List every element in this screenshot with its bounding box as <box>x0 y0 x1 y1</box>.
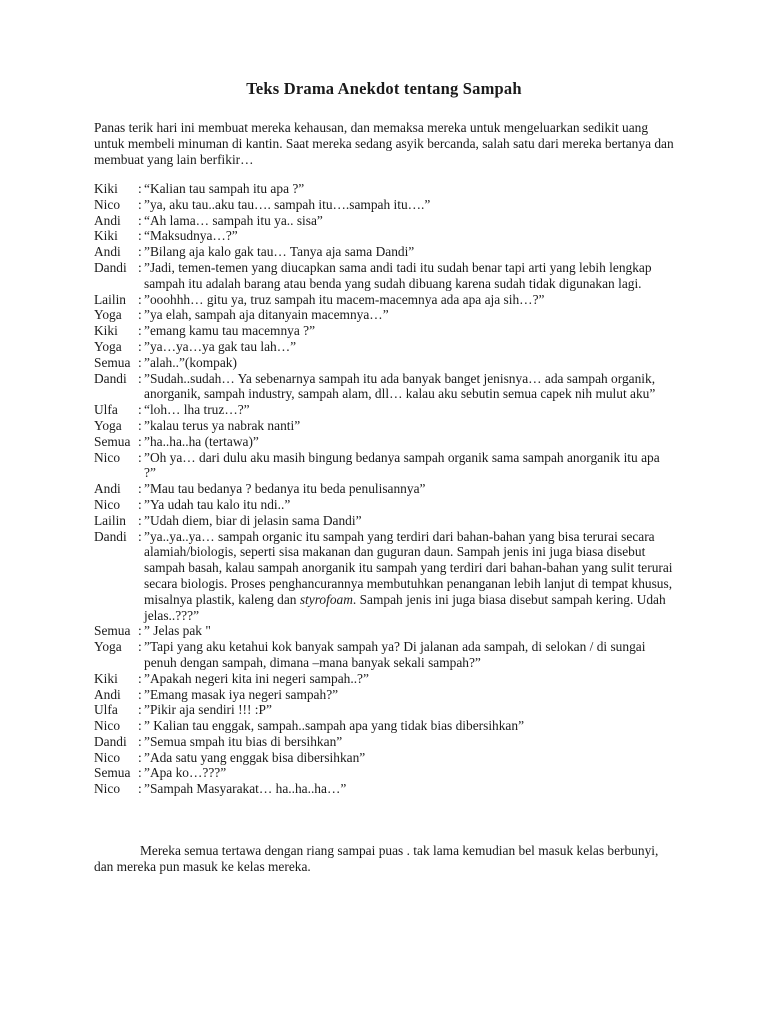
speaker-name: Nico <box>94 781 121 797</box>
dialog-text-part: ”Tapi yang aku ketahui kok banyak sampah ya? Di jalanan ada sampah, di selokan / di sungai penuh dengan sampah, dimana –mana banyak sekali sampah?” <box>144 639 646 670</box>
speaker-colon: : <box>138 528 142 544</box>
dialog-text <box>140 323 674 339</box>
dialog-text <box>140 481 674 497</box>
speaker-colon: : <box>138 338 142 354</box>
speaker-name: Ulfa <box>94 702 118 718</box>
dialog-text <box>140 292 674 308</box>
dialog-text-part: ”ya..ya..ya… sampah organic itu sampah yang terdiri dari bahan-bahan yang bisa terurai secara alamiah/biologis, seperti sisa makanan dan guguran daun. Sampah jenis ini juga biasa disebut sampah basah, kalau sampah anorganik itu sampah yang terdiri dari bahan-bahan yang sulit terurai secara biologis. Proses penghancurannya membutuhkan penanganan lebih lanjut di tempat khusus, misalnya plastik, kaleng dan <box>144 528 673 607</box>
dialog-text-part: ”Udah diem, biar di jelasin sama Dandi” <box>144 512 362 528</box>
speaker-name: Kiki <box>94 181 118 196</box>
dialog-line <box>94 323 674 339</box>
speaker-colon: : <box>138 749 142 765</box>
speaker-name: Dandi <box>94 370 127 386</box>
speaker-colon: : <box>138 512 142 528</box>
speaker-colon: : <box>138 670 142 686</box>
speaker-colon: : <box>138 228 142 244</box>
dialog-line <box>94 513 674 529</box>
dialog-line <box>94 718 674 734</box>
dialog-line <box>94 355 674 371</box>
speaker-name: Nico <box>94 718 121 734</box>
dialog-line <box>94 529 674 624</box>
dialog-text <box>140 718 674 734</box>
dialog-text-part: ”Sudah..sudah… Ya sebenarnya sampah itu ada banyak banget jenisnya… ada sampah organik, anorganik, sampah industry, sampah alam, dll… kalau aku sebutin semua capek nih mulut aku” <box>144 370 656 402</box>
speaker-colon: : <box>138 307 142 323</box>
dialog-line <box>94 213 674 229</box>
dialog-text-part: ”Pikir aja sendiri !!! :P” <box>144 702 272 718</box>
dialog-line <box>94 292 674 308</box>
speaker-colon: : <box>138 718 142 734</box>
dialog-line <box>94 497 674 513</box>
dialog-text <box>140 181 674 197</box>
dialog-text <box>140 623 674 639</box>
dialog-text <box>140 307 674 323</box>
dialog-line <box>94 671 674 687</box>
speaker-name: Yoga <box>94 307 122 323</box>
dialog-text-part: “loh… lha truz…?” <box>144 402 250 418</box>
speaker-colon: : <box>138 765 142 781</box>
dialog-line <box>94 481 674 497</box>
dialog-line <box>94 702 674 718</box>
dialog-line <box>94 687 674 703</box>
dialog-text-part: ”ooohhh… gitu ya, truz sampah itu macem-macemnya ada apa aja sih…?” <box>144 291 545 307</box>
dialog-text <box>140 750 674 766</box>
dialog-line <box>94 734 674 750</box>
dialog-text-italic: styrofoam <box>299 591 353 607</box>
dialog-text <box>140 418 674 434</box>
dialog-list <box>94 181 674 797</box>
dialog-text-part: ”ya…ya…ya gak tau lah…” <box>144 338 297 354</box>
dialog-text <box>140 702 674 718</box>
dialog-text-part: ”ya elah, sampah aja ditanyain macemnya…” <box>144 307 389 323</box>
speaker-name: Dandi <box>94 733 127 749</box>
closing-text: Mereka semua tertawa dengan riang sampai puas . tak lama kemudian bel masuk kelas berbunyi, dan mereka pun masuk ke kelas mereka. <box>94 843 659 874</box>
dialog-text <box>140 339 674 355</box>
speaker-colon: : <box>138 212 142 228</box>
dialog-text <box>140 434 674 450</box>
dialog-text-part: ”Oh ya… dari dulu aku masih bingung bedanya sampah organik sama sampah anorganik itu apa ?” <box>144 449 660 481</box>
dialog-line <box>94 339 674 355</box>
speaker-colon: : <box>138 686 142 702</box>
dialog-text-part: ”Ya udah tau kalo itu ndi..” <box>144 496 291 512</box>
dialog-text <box>140 671 674 687</box>
speaker-name: Nico <box>94 449 121 465</box>
dialog-text <box>140 765 674 781</box>
dialog-text-part: “Kalian tau sampah itu apa ?” <box>144 181 305 196</box>
speaker-name: Andi <box>94 244 121 260</box>
speaker-name: Kiki <box>94 670 118 686</box>
speaker-name: Yoga <box>94 639 122 655</box>
dialog-text-part: ”Emang masak iya negeri sampah?” <box>144 686 339 702</box>
speaker-name: Kiki <box>94 228 118 244</box>
dialog-text-part: “Ah lama… sampah itu ya.. sisa” <box>144 212 323 228</box>
dialog-text-part: ”Ada satu yang enggak bisa dibersihkan” <box>144 749 366 765</box>
dialog-line <box>94 402 674 418</box>
dialog-text-part: . Sampah jenis ini juga biasa disebut sampah kering. Udah jelas..???” <box>144 591 666 623</box>
dialog-line <box>94 639 674 671</box>
speaker-colon: : <box>138 370 142 386</box>
dialog-text <box>140 687 674 703</box>
dialog-text <box>140 450 674 482</box>
speaker-colon: : <box>138 402 142 418</box>
dialog-line <box>94 260 674 292</box>
dialog-text-part: ”Apakah negeri kita ini negeri sampah..?” <box>144 670 369 686</box>
speaker-colon: : <box>138 702 142 718</box>
speaker-colon: : <box>138 323 142 339</box>
speaker-name: Nico <box>94 196 121 212</box>
intro-paragraph <box>94 120 674 168</box>
dialog-line <box>94 197 674 213</box>
closing-paragraph <box>94 843 674 875</box>
dialog-line <box>94 418 674 434</box>
dialog-line <box>94 244 674 260</box>
dialog-text <box>140 781 674 797</box>
dialog-text <box>140 402 674 418</box>
dialog-text-part: ”Bilang aja kalo gak tau… Tanya aja sama Dandi” <box>144 244 415 260</box>
dialog-text-part: ”ha..ha..ha (tertawa)” <box>144 433 259 449</box>
speaker-name: Nico <box>94 749 121 765</box>
dialog-line <box>94 750 674 766</box>
speaker-colon: : <box>138 417 142 433</box>
speaker-name: Andi <box>94 212 121 228</box>
dialog-line <box>94 181 674 197</box>
speaker-name: Kiki <box>94 323 118 339</box>
speaker-name: Dandi <box>94 259 127 275</box>
dialog-text <box>140 213 674 229</box>
dialog-line <box>94 371 674 403</box>
dialog-text-part: ”Jadi, temen-temen yang diucapkan sama andi tadi itu sudah benar tapi arti yang lebih lengkap sampah itu adalah barang atau benda yang sudah dibuang karena sudah tidak digunakan lagi. <box>144 259 652 291</box>
speaker-name: Nico <box>94 496 121 512</box>
dialog-text <box>140 734 674 750</box>
dialog-text-part: ”Sampah Masyarakat… ha..ha..ha…” <box>144 781 347 797</box>
dialog-line <box>94 623 674 639</box>
speaker-colon: : <box>138 354 142 370</box>
dialog-line <box>94 434 674 450</box>
dialog-text-part: ”ya, aku tau..aku tau…. sampah itu….sampah itu….” <box>144 196 431 212</box>
speaker-name: Lailin <box>94 512 126 528</box>
dialog-text-part: “Maksudnya…?” <box>144 228 238 244</box>
speaker-name: Andi <box>94 686 121 702</box>
intro-text: Panas terik hari ini membuat mereka kehausan, dan memaksa mereka untuk mengeluarkan sedikit uang untuk membeli minuman di kantin. Saat mereka sedang asyik bercanda, salah satu dari mereka bertanya dan membuat yang lain berfikir… <box>94 120 674 167</box>
dialog-text <box>140 228 674 244</box>
speaker-name: Semua <box>94 623 131 639</box>
document-title: Teks Drama Anekdot tentang Sampah <box>246 79 522 98</box>
speaker-name: Andi <box>94 481 121 497</box>
speaker-name: Ulfa <box>94 402 118 418</box>
dialog-text <box>140 244 674 260</box>
speaker-name: Lailin <box>94 291 126 307</box>
speaker-name: Yoga <box>94 417 122 433</box>
speaker-colon: : <box>138 623 142 639</box>
dialog-text-part: ” Jelas pak " <box>144 623 211 639</box>
dialog-text-part: ”kalau terus ya nabrak nanti” <box>144 417 301 433</box>
dialog-text-part: ”Semua smpah itu bias di bersihkan” <box>144 733 343 749</box>
speaker-colon: : <box>138 449 142 465</box>
dialog-line <box>94 450 674 482</box>
speaker-colon: : <box>138 733 142 749</box>
speaker-colon: : <box>138 781 142 797</box>
speaker-name: Semua <box>94 354 131 370</box>
speaker-colon: : <box>138 433 142 449</box>
dialog-text <box>140 260 674 292</box>
speaker-colon: : <box>138 481 142 497</box>
dialog-text-part: ”Mau tau bedanya ? bedanya itu beda penulisannya” <box>144 481 426 497</box>
dialog-text <box>140 513 674 529</box>
dialog-line <box>94 307 674 323</box>
speaker-name: Yoga <box>94 338 122 354</box>
dialog-line <box>94 781 674 797</box>
speaker-colon: : <box>138 244 142 260</box>
dialog-text <box>140 371 674 403</box>
speaker-colon: : <box>138 196 142 212</box>
dialog-line <box>94 228 674 244</box>
dialog-text <box>140 497 674 513</box>
dialog-text-part: ”alah..”(kompak) <box>144 354 237 370</box>
speaker-colon: : <box>138 181 142 196</box>
speaker-name: Semua <box>94 433 131 449</box>
speaker-colon: : <box>138 259 142 275</box>
dialog-text <box>140 529 674 624</box>
speaker-name: Dandi <box>94 528 127 544</box>
dialog-text <box>140 355 674 371</box>
dialog-text-part: ”emang kamu tau macemnya ?” <box>144 323 316 339</box>
dialog-text <box>140 639 674 671</box>
speaker-name: Semua <box>94 765 131 781</box>
speaker-colon: : <box>138 291 142 307</box>
dialog-text-part: ”Apa ko…???” <box>144 765 227 781</box>
dialog-text <box>140 197 674 213</box>
dialog-text-part: ” Kalian tau enggak, sampah..sampah apa yang tidak bias dibersihkan” <box>144 718 525 734</box>
dialog-line <box>94 765 674 781</box>
speaker-colon: : <box>138 496 142 512</box>
speaker-colon: : <box>138 639 142 655</box>
